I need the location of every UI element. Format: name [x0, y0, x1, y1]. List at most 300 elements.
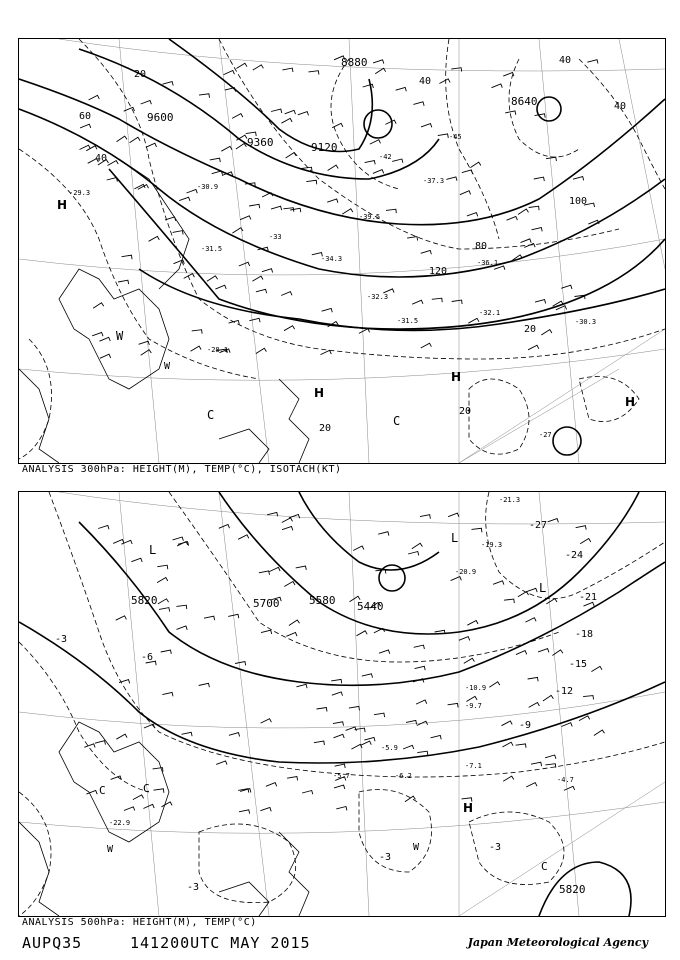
isotach-label: 20 — [524, 324, 537, 335]
wind-barb — [271, 109, 282, 113]
caption-300hpa: ANALYSIS 300hPa: HEIGHT(M), TEMP(°C), ISOTACH(KT) — [22, 464, 342, 475]
station-value: -6.2 — [395, 772, 412, 780]
wind-barb — [309, 71, 319, 75]
high-center: H — [57, 198, 68, 212]
wind-barb — [532, 228, 543, 232]
wind-barb — [545, 755, 556, 759]
wind-barb — [421, 124, 432, 128]
wind-barb — [342, 209, 353, 214]
wind-barb — [502, 742, 513, 747]
wind-barb — [84, 744, 95, 748]
wind-barb — [534, 177, 545, 181]
isotach-label: 80 — [475, 241, 488, 252]
wind-barb — [249, 204, 260, 208]
wind-barb — [334, 785, 345, 789]
wind-barb — [306, 180, 316, 184]
cold-center: C — [541, 860, 548, 873]
height-label: 9360 — [247, 136, 274, 149]
station-value: -19.3 — [481, 541, 503, 549]
wind-barb — [253, 65, 264, 70]
wind-barb — [466, 696, 477, 701]
wind-barb — [516, 744, 526, 748]
wind-barb — [546, 157, 556, 161]
wind-barb — [261, 719, 272, 723]
wind-barb — [502, 721, 513, 726]
temp-label: -27 — [539, 431, 552, 439]
wind-barb — [216, 761, 227, 765]
wind-barb — [314, 741, 325, 745]
wind-barb — [413, 102, 424, 106]
wind-barb — [117, 136, 128, 142]
wind-barb — [89, 95, 100, 100]
wind-barb — [252, 276, 263, 281]
wind-barb — [100, 337, 111, 341]
wind-barb — [529, 206, 539, 210]
cold-center: C — [143, 782, 150, 795]
wind-barb — [158, 599, 169, 604]
height-label: 9120 — [311, 141, 338, 154]
wind-barb — [378, 532, 389, 536]
wind-barb — [116, 734, 127, 739]
temp-label: -12 — [555, 686, 574, 697]
wind-barb — [414, 645, 425, 649]
wind-barb — [361, 741, 372, 745]
wind-barb — [448, 703, 459, 707]
wind-barb — [261, 630, 272, 634]
wind-barb — [543, 695, 554, 701]
wind-barb — [327, 199, 338, 203]
temp-label: -33 — [269, 233, 282, 241]
station-value: -5.9 — [381, 744, 398, 752]
wind-barb — [379, 650, 390, 654]
wind-barb — [467, 213, 478, 217]
wind-barb — [259, 571, 270, 575]
wind-barb — [187, 190, 198, 194]
temp-label: -3 — [55, 634, 68, 645]
wind-barb — [535, 300, 546, 304]
high-center: H — [314, 386, 325, 400]
wind-barb — [95, 741, 106, 745]
temp-label: -30.3 — [575, 318, 597, 326]
wind-barb — [113, 540, 124, 544]
wind-barb — [564, 786, 575, 790]
wind-barb — [412, 543, 423, 549]
wind-barb — [221, 146, 232, 151]
warm-center: W — [164, 361, 171, 372]
wind-barb — [322, 308, 333, 312]
wind-barb — [525, 618, 536, 622]
wind-barb — [587, 60, 598, 64]
wind-barb — [161, 650, 172, 654]
wind-barb — [256, 348, 267, 353]
wind-barb — [334, 734, 345, 738]
wind-barb — [375, 68, 386, 74]
wind-barb — [546, 599, 557, 604]
wind-barb — [370, 140, 381, 144]
isotach-label: 100 — [569, 196, 588, 207]
graticule — [19, 39, 665, 463]
wind-barb — [282, 518, 293, 523]
wind-barb — [256, 289, 267, 293]
wind-barb — [561, 285, 572, 289]
wind-barb — [357, 631, 368, 636]
wind-barb — [162, 692, 173, 696]
height-label: 5820 — [559, 883, 586, 896]
wind-barb — [362, 674, 373, 678]
wind-barb — [236, 144, 247, 150]
wind-barb — [507, 216, 518, 220]
wind-barb — [93, 303, 104, 309]
wind-barb — [472, 528, 482, 532]
wind-barb — [580, 539, 591, 544]
wind-barb — [415, 666, 426, 670]
isotach-label: 120 — [429, 266, 448, 277]
height-label: 8880 — [341, 56, 368, 69]
wind-barb — [159, 608, 170, 612]
wind-barb — [421, 250, 432, 254]
wind-barb — [321, 350, 332, 354]
wind-barb — [405, 796, 416, 802]
station-value: -7.1 — [465, 762, 482, 770]
temp-label: -36.1 — [477, 259, 499, 267]
wind-barb — [332, 692, 343, 696]
wind-barb — [239, 810, 250, 814]
wind-barb — [489, 682, 500, 687]
wind-barb — [162, 802, 173, 807]
wind-barb — [385, 120, 396, 124]
wind-barb — [98, 526, 109, 530]
wind-barb — [317, 708, 328, 712]
station-value: -21.3 — [499, 496, 521, 504]
wind-barb — [421, 343, 432, 348]
wind-barb — [219, 525, 230, 529]
wind-barb — [331, 679, 342, 683]
height-label: 5580 — [309, 594, 336, 607]
temp-label: -3 — [489, 842, 502, 853]
wind-barb — [271, 206, 282, 210]
wind-barb — [86, 146, 97, 151]
wind-barb — [346, 727, 357, 731]
wind-barb — [266, 783, 277, 787]
wind-barb — [548, 519, 559, 523]
wind-barb — [408, 552, 419, 556]
height-label: 5440 — [357, 600, 384, 613]
wind-barb — [296, 566, 307, 570]
wind-barb — [207, 276, 218, 281]
isotherms — [19, 39, 665, 459]
wind-barb — [224, 71, 235, 75]
wind-barb — [374, 713, 385, 717]
low-center: L — [451, 531, 459, 545]
wind-barb — [518, 592, 529, 597]
wind-barb — [335, 764, 346, 768]
wind-barb — [438, 134, 449, 138]
map-500hpa — [18, 491, 666, 917]
wind-barb — [173, 231, 184, 235]
wind-barb — [583, 696, 593, 700]
wind-barb — [359, 329, 370, 334]
wind-barb — [191, 346, 202, 351]
wind-barb — [531, 762, 542, 766]
high-center: H — [451, 370, 462, 384]
wind-barb — [149, 236, 160, 241]
wind-barb — [298, 112, 309, 116]
wind-barb — [249, 318, 260, 322]
isotach-label: 20 — [459, 406, 472, 417]
wind-barb — [528, 677, 539, 681]
wind-barb — [524, 244, 535, 248]
wind-barb — [392, 159, 403, 163]
height-label: 9600 — [147, 111, 174, 124]
temp-label: -45 — [449, 133, 462, 141]
isotach-label: 20 — [319, 423, 332, 434]
wind-barb — [212, 171, 223, 175]
wind-barb — [157, 565, 168, 569]
wind-barb — [289, 620, 300, 626]
map-500hpa-canvas — [19, 492, 665, 916]
valid-time: 141200UTC MAY 2015 — [130, 934, 311, 952]
wind-barb — [336, 807, 347, 811]
wind-barb — [215, 285, 226, 289]
wind-barb — [210, 158, 221, 162]
wind-barb — [154, 789, 164, 793]
wind-barb — [285, 110, 296, 114]
wind-barb — [403, 745, 414, 749]
wind-barb — [459, 637, 470, 641]
wind-barb — [416, 700, 427, 704]
wind-barb — [173, 537, 184, 541]
temp-label: -39.5 — [359, 213, 381, 221]
wind-barb — [526, 783, 537, 787]
wind-barb — [503, 776, 514, 781]
wind-barb — [157, 578, 168, 583]
warm-center: W — [107, 844, 114, 855]
wind-barb — [573, 177, 584, 181]
station-value: -4.7 — [557, 776, 574, 784]
temp-label: -15 — [569, 659, 588, 670]
wind-barb — [396, 87, 407, 91]
wind-barb — [464, 658, 475, 663]
low-center: L — [539, 581, 547, 595]
wind-barb — [282, 527, 293, 531]
wind-barb — [240, 216, 251, 220]
wind-barb — [363, 84, 374, 88]
wind-barb — [262, 193, 273, 197]
station-value: -20.9 — [455, 568, 477, 576]
wind-barb — [289, 514, 300, 518]
temp-label: -24 — [565, 550, 584, 561]
temp-label: -31.5 — [201, 245, 223, 253]
wind-barb — [432, 298, 442, 302]
wind-barb — [451, 577, 462, 581]
wind-barb — [124, 807, 135, 811]
temp-label: -32.3 — [367, 293, 389, 301]
wind-barb — [204, 616, 215, 620]
height-label: 8640 — [511, 95, 538, 108]
wind-barb — [351, 744, 362, 749]
wind-barb — [192, 330, 202, 334]
wind-barb — [138, 185, 149, 190]
wind-barb — [269, 567, 280, 571]
wind-barb — [108, 161, 119, 166]
wind-barb — [462, 170, 473, 174]
wind-barb — [111, 776, 122, 780]
wind-barb — [286, 633, 297, 637]
wind-barb — [452, 300, 462, 304]
warm-center: W — [116, 329, 124, 343]
station-value: -5.7 — [333, 772, 350, 780]
wind-barb — [412, 300, 423, 304]
temp-label: -29.3 — [69, 189, 91, 197]
wind-barb — [451, 68, 462, 72]
wind-barb — [365, 161, 376, 165]
wind-barb — [541, 330, 552, 335]
temp-label: -32.1 — [479, 309, 501, 317]
isotach-label: 40 — [614, 101, 627, 112]
wind-barb — [407, 237, 418, 241]
wind-barb — [92, 332, 103, 336]
wind-barb — [146, 143, 157, 147]
wind-barb — [328, 165, 339, 170]
wind-barb — [302, 791, 313, 795]
wind-barb — [594, 730, 605, 736]
wind-barb — [238, 535, 249, 540]
temp-label: -28.1 — [207, 346, 229, 354]
wind-barb — [179, 197, 190, 201]
wind-barb — [349, 706, 360, 710]
isotach-label: 40 — [559, 55, 572, 66]
agency-name: Japan Meteorological Agency — [467, 936, 648, 949]
cold-center: C — [99, 784, 106, 797]
wind-barb — [286, 153, 297, 158]
wind-barb — [281, 118, 292, 123]
temp-label: -31.5 — [397, 317, 419, 325]
wind-barb — [229, 733, 240, 737]
wind-barb — [133, 795, 144, 800]
temp-label: -9 — [519, 720, 532, 731]
wind-barb — [290, 208, 301, 212]
wind-barb — [470, 162, 481, 168]
wind-barb — [504, 599, 514, 603]
wind-barb — [232, 114, 243, 119]
low-center: L — [149, 543, 157, 557]
wind-barb — [538, 649, 549, 653]
wind-barb — [518, 209, 529, 215]
isotach-label: 40 — [419, 76, 432, 87]
wind-barb — [467, 621, 478, 626]
temp-label: -37.3 — [423, 177, 445, 185]
wind-barb — [521, 239, 532, 243]
wind-barb — [260, 808, 271, 812]
wind-barb — [287, 777, 298, 781]
bulletin-code: AUPQ35 — [22, 934, 83, 952]
wind-barb — [516, 651, 527, 655]
cold-center: C — [207, 408, 215, 422]
wind-barb — [591, 666, 602, 671]
cold-center: C — [393, 414, 401, 428]
wind-barb — [235, 662, 246, 666]
temp-label: -3 — [379, 852, 392, 863]
isotach-label: 60 — [79, 111, 92, 122]
wind-barb — [460, 191, 471, 195]
temp-label: -18 — [575, 629, 594, 640]
wind-barbs — [84, 512, 604, 813]
wind-barb — [131, 558, 142, 562]
wind-barb — [420, 515, 431, 519]
map-300hpa — [18, 38, 666, 464]
wind-barb — [492, 84, 503, 88]
wind-barb — [448, 513, 459, 517]
temp-label: -42 — [379, 153, 392, 161]
wind-barb — [332, 123, 343, 127]
wind-barb — [177, 626, 188, 630]
wind-barb — [239, 262, 250, 266]
wind-barb — [163, 82, 174, 86]
wind-barb — [116, 616, 127, 620]
wind-barb — [529, 703, 540, 708]
high-center: H — [625, 395, 636, 409]
wind-barb — [373, 170, 384, 174]
wind-barb — [141, 350, 152, 356]
wind-barb — [122, 255, 132, 259]
wind-barb — [296, 684, 307, 688]
height-label: 5820 — [131, 594, 158, 607]
wind-barb — [576, 526, 587, 530]
wind-barb — [141, 101, 152, 105]
wind-barb — [439, 79, 450, 84]
wind-barb — [493, 581, 504, 585]
wind-barb — [80, 124, 91, 128]
caption-500hpa: ANALYSIS 500hPa: HEIGHT(M), TEMP(°C) — [22, 917, 257, 928]
wind-barb — [100, 354, 111, 358]
wind-barb — [262, 269, 273, 273]
wind-barb — [236, 63, 247, 68]
wind-barb — [107, 178, 118, 182]
station-value: -10.9 — [465, 684, 487, 692]
wind-barb — [431, 735, 442, 739]
isotach-label: 20 — [134, 69, 147, 80]
isotach-label: 40 — [95, 153, 108, 164]
wind-barb — [80, 145, 91, 149]
wind-barb — [333, 722, 344, 726]
wind-barb — [446, 177, 457, 181]
wind-barb — [353, 546, 364, 551]
temp-label: -27 — [529, 520, 548, 531]
temp-label: -21 — [579, 592, 598, 603]
temp-label: -6 — [141, 652, 154, 663]
wind-barb — [528, 345, 539, 350]
map-300hpa-canvas — [19, 39, 665, 463]
wind-barb — [282, 68, 293, 72]
wind-barb — [130, 137, 141, 142]
wind-barb — [199, 94, 210, 98]
temp-label: -34.3 — [321, 255, 343, 263]
station-value: -9.7 — [465, 702, 482, 710]
wind-barb — [468, 318, 479, 323]
temp-label: -3 — [187, 882, 200, 893]
wind-barb — [225, 88, 236, 92]
wind-barb — [176, 605, 186, 609]
temp-label: -30.9 — [197, 183, 219, 191]
wind-barb — [373, 60, 384, 64]
height-label: 5700 — [253, 597, 280, 610]
wind-barb — [182, 732, 193, 736]
wind-barb — [199, 683, 210, 687]
wind-barb — [417, 751, 428, 755]
wind-barb — [526, 588, 537, 592]
wind-barb — [284, 326, 295, 331]
warm-center: W — [413, 842, 420, 853]
